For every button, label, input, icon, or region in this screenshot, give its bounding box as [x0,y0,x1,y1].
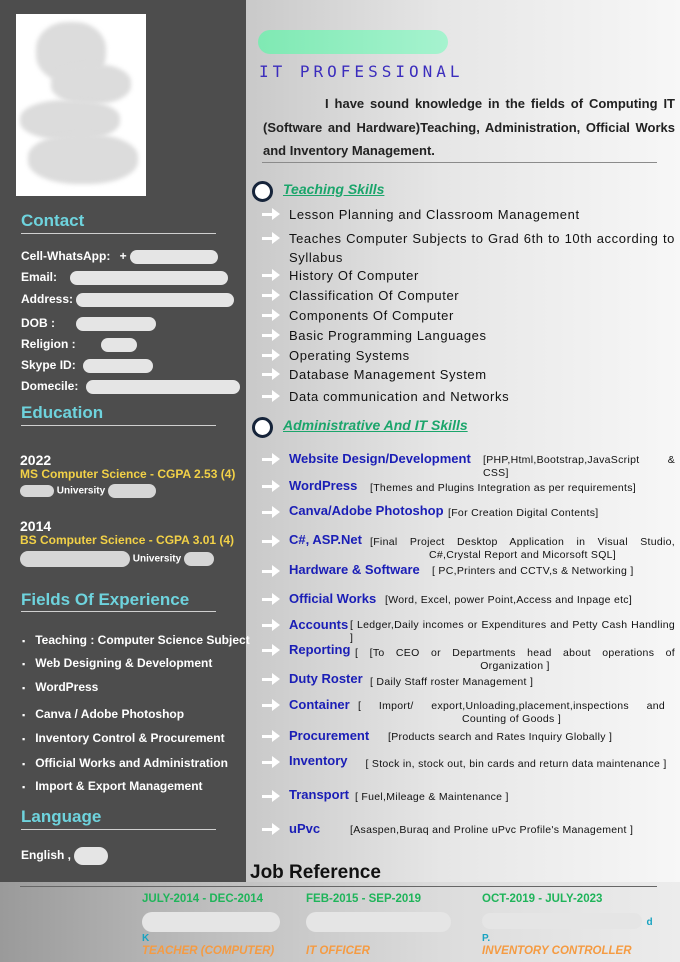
arrow-right-icon [262,564,282,578]
admin-item-title: Hardware & Software [289,562,420,577]
admin-item-desc: [ Ledger,Daily incomes or Expenditures and Petty Cash Handling ] [350,619,675,644]
teaching-item: Database Management System [289,367,487,382]
redacted-value [74,847,108,865]
arrow-right-icon [262,479,282,493]
name-redacted [258,30,448,54]
teaching-item: Teaches Computer Subjects to Grad 6th to 10th according to Syllabus [289,231,675,265]
admin-item-title: C#, ASP.Net [289,532,362,547]
job-reference-heading: Job Reference [250,862,381,883]
redacted-value [130,250,218,264]
admin-item-desc: [Asaspen,Buraq and Proline uPvc Profile's Management ] [350,824,634,836]
contact-domicile-label: Domecile: [21,379,79,393]
redacted-value [83,359,153,373]
summary-divider [262,162,657,163]
education-degree: BS Computer Science - CGPA 3.01 (4) [20,533,235,547]
redacted-value [76,293,234,307]
education-divider [21,425,216,426]
education-year: 2014 [20,518,52,534]
arrow-right-icon [262,348,282,362]
role-title: IT PROFESSIONAL [259,62,464,81]
contact-email-label: Email: [21,270,58,284]
admin-item-desc: [ Fuel,Mileage & Maintenance ] [355,791,509,803]
arrow-right-icon [262,534,282,548]
job-company-redacted [482,912,653,930]
arrow-right-icon [262,367,282,381]
redacted-value [142,912,280,932]
arrow-right-icon [262,698,282,712]
contact-address [21,292,234,307]
job-reference-divider [20,886,657,887]
experience-item: ▪ Official Works and Administration [22,756,228,770]
arrow-right-icon [262,789,282,803]
education-university [20,484,156,498]
job-initial: P. [482,933,491,944]
arrow-right-icon [262,207,282,221]
language-text: English , [21,848,72,863]
experience-item: ▪ Import & Export Management [22,779,203,793]
experience-divider [21,611,216,612]
education-university-name: University [132,553,182,565]
circle-icon [252,417,273,438]
admin-item-title: Accounts [289,617,349,632]
admin-item-title: Procurement [289,728,370,743]
admin-item-title: Official Works [289,591,377,606]
arrow-right-icon [262,505,282,519]
job-initial: K [142,933,150,944]
job-company-redacted [306,912,451,932]
contact-email [21,270,228,285]
experience-item: ▪ Canva / Adobe Photoshop [22,707,184,721]
contact-skype [21,358,153,373]
admin-item-desc: [ Daily Staff roster Management ] [370,676,534,688]
admin-item-desc: [Word, Excel, power Point,Access and Inpage etc] [385,594,633,606]
arrow-right-icon [262,755,282,769]
arrow-right-icon [262,618,282,632]
language-heading: Language [21,807,102,826]
arrow-right-icon [262,672,282,686]
arrow-right-icon [262,389,282,403]
teaching-item: Lesson Planning and Classroom Management [289,207,580,222]
redacted-value [70,271,228,285]
experience-item: ▪ Web Designing & Development [22,656,212,670]
admin-item-title: Website Design/Development [289,451,471,466]
language-divider [21,829,216,830]
redacted-value [20,485,54,497]
arrow-right-icon [262,452,282,466]
job-title: IT OFFICER [306,945,370,957]
admin-item-desc: [ PC,Printers and CCTV,s & Networking ] [432,565,634,577]
arrow-right-icon [262,643,282,657]
redacted-value [482,913,642,929]
admin-item-title: Duty Roster [289,671,363,686]
admin-item-desc: [Products search and Rates Inquiry Globally ] [388,731,613,743]
contact-religion-label: Religion : [21,337,76,351]
contact-divider [21,233,216,234]
redacted-value [184,552,214,566]
job-company-suffix: d [646,917,653,928]
experience-item: ▪ Teaching : Computer Science Subject [22,633,250,647]
summary: I have sound knowledge in the fields of Computing IT (Software and Hardware)Teaching, Administration, Official Works and Inventory Management. [263,96,675,158]
education-year: 2022 [20,452,52,468]
redacted-value [306,912,451,932]
contact-domicile [21,379,240,394]
admin-item-title: Reporting [289,642,351,657]
admin-item-desc: [ [To CEO or Departments head about operations of Organization ] [355,647,675,672]
admin-item-title: uPvc [289,821,321,836]
redacted-value [20,551,130,567]
contact-dob-label: DOB : [21,316,55,330]
education-university [20,551,214,567]
admin-item-desc: [Final Project Desktop Application in Visual Studio, C#,Crystal Report and Micorsoft SQL] [370,536,675,561]
job-title: TEACHER (COMPUTER) [142,945,275,957]
language-value [21,847,108,865]
arrow-right-icon [262,231,282,245]
admin-item-desc: [Themes and Plugins Integration as per requirements] [370,482,636,494]
job-title: INVENTORY CONTROLLER [482,945,632,957]
redacted-value [101,338,137,352]
admin-item-desc: [ Import/ export,Unloading,placement,inspections and Counting of Goods ] [358,700,665,725]
circle-icon [252,181,273,202]
teaching-item: Basic Programming Languages [289,328,487,343]
education-heading: Education [21,403,104,422]
teaching-item: Classification Of Computer [289,288,460,303]
redacted-value [86,380,240,394]
job-date: OCT-2019 - JULY-2023 [482,893,603,905]
admin-item-title: Transport [289,787,349,802]
arrow-right-icon [262,288,282,302]
admin-item-title: Inventory [289,753,348,768]
admin-item-title: WordPress [289,478,358,493]
contact-address-label: Address: [21,292,74,306]
admin-heading: Administrative And IT Skills [283,417,468,433]
profile-photo [16,14,146,196]
admin-item-desc: [For Creation Digital Contents] [448,507,599,519]
contact-dob [21,316,156,331]
arrow-right-icon [262,729,282,743]
teaching-item: Operating Systems [289,348,410,363]
redacted-value [108,484,156,498]
education-degree: MS Computer Science - CGPA 2.53 (4) [20,467,236,481]
education-university-name: University [56,485,106,497]
arrow-right-icon [262,268,282,282]
experience-item: ▪ Inventory Control & Procurement [22,731,225,745]
contact-heading: Contact [21,211,85,230]
contact-religion [21,337,137,352]
contact-cell-label: Cell-WhatsApp: [21,249,111,263]
teaching-item: History Of Computer [289,268,419,283]
arrow-right-icon [262,308,282,322]
admin-item-title: Canva/Adobe Photoshop [289,503,444,518]
arrow-right-icon [262,328,282,342]
contact-cell [21,249,218,264]
arrow-right-icon [262,592,282,606]
job-date: JULY-2014 - DEC-2014 [142,893,264,905]
contact-skype-label: Skype ID: [21,358,76,372]
experience-item: ▪ WordPress [22,680,98,694]
redacted-value [76,317,156,331]
job-company-redacted [142,912,280,932]
admin-item-title: Container [289,697,350,712]
admin-item-desc: [PHP,Html,Bootstrap,JavaScript & CSS] [483,454,675,479]
teaching-item: Data communication and Networks [289,389,510,404]
arrow-right-icon [262,822,282,836]
admin-item-desc: [ Stock in, stock out, bin cards and return data maintenance ] [365,758,667,770]
contact-cell-prefix: + [119,249,127,263]
job-date: FEB-2015 - SEP-2019 [306,893,422,905]
experience-heading: Fields Of Experience [21,590,190,609]
teaching-item: Components Of Computer [289,308,454,323]
teaching-heading: Teaching Skills [283,181,385,197]
